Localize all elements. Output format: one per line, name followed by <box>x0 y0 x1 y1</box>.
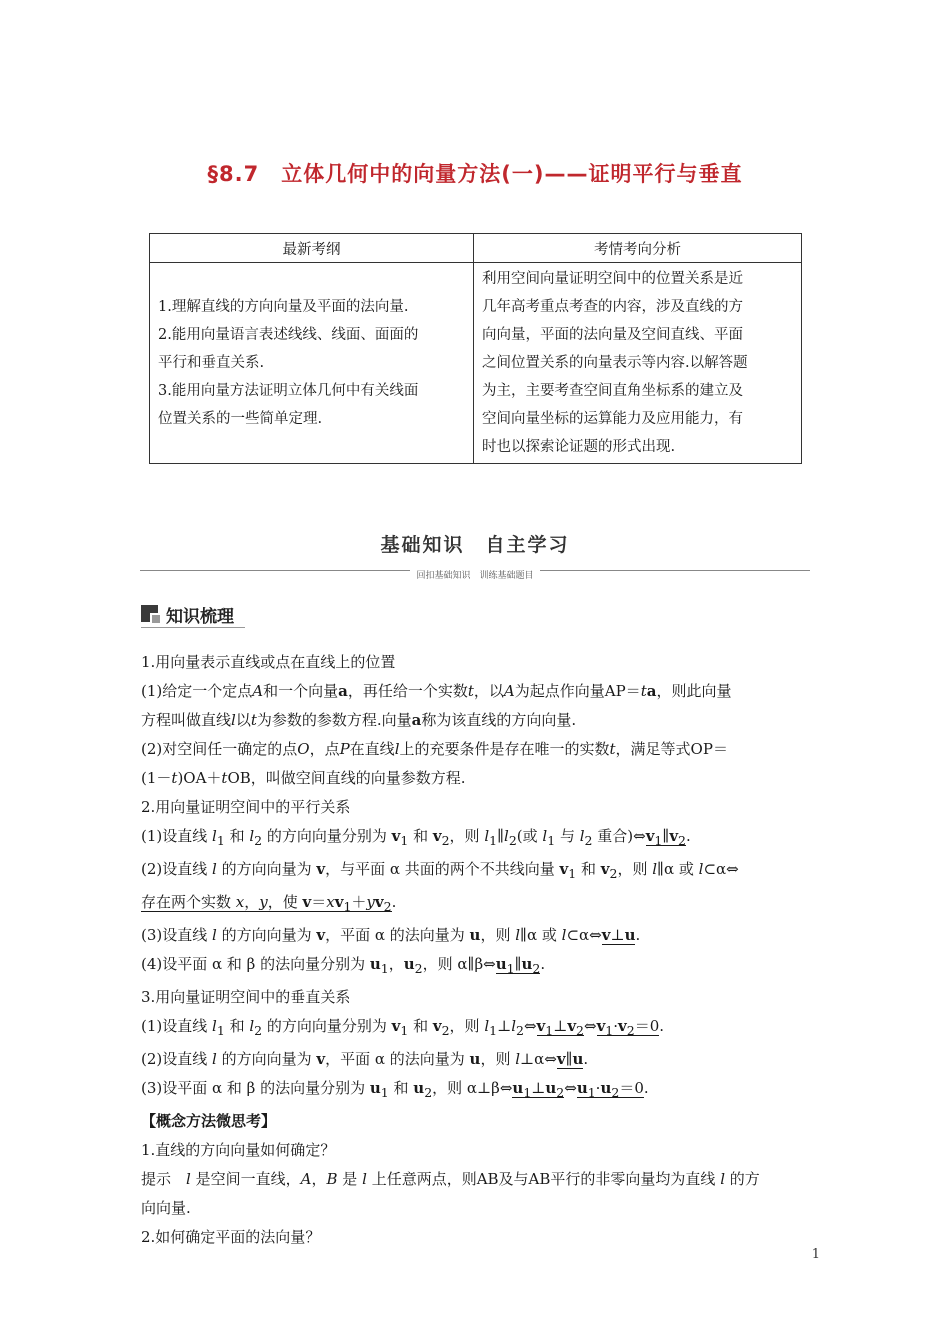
outline-right-line: 利用空间向量证明空间中的位置关系是近 <box>482 271 743 287</box>
outline-right-line: 几年高考重点考查的内容，涉及直线的方 <box>482 299 743 315</box>
outline-right-line: 之间位置关系的向量表示等内容.以解答题 <box>482 355 748 371</box>
para-2-line-2: (1－t)OA＋tOB，叫做空间直线的向量参数方程. <box>141 769 466 787</box>
heading-2: 2.用向量证明空间中的平行关系 <box>141 798 351 816</box>
outline-right-cell <box>474 263 802 464</box>
outline-left-line: 位置关系的一些简单定理. <box>158 411 323 427</box>
para-2-line-1: (2)对空间任一确定的点O，点P在直线l上的充要条件是存在唯一的实数t，满足等式OP＝ <box>141 740 728 758</box>
outline-left-line: 1.理解直线的方向向量及平面的法向量. <box>158 299 409 315</box>
section-title: 基础知识 自主学习 <box>380 534 570 556</box>
outline-table <box>149 233 802 464</box>
section-header <box>140 530 810 581</box>
para-1-line-2: 方程叫做直线l以t为参数的参数方程.向量a称为该直线的方向向量. <box>141 711 577 729</box>
section-divider <box>140 563 810 581</box>
answer-1-line-1: 提示 l 是空间一直线，A，B 是 l 上任意两点，则AB及与AB平行的非零向量均为直线 l 的方 <box>141 1170 760 1188</box>
parallel-rule-2a: (2)设直线 l 的方向向量为 v，与平面 α 共面的两个不共线向量 $v_1$ 和 $v_2$，则 l∥α 或 l⊂α⇔ <box>141 860 739 881</box>
outline-header-left: 最新考纲 <box>150 234 474 263</box>
outline-header-right: 考情考向分析 <box>474 234 802 263</box>
question-1: 1.直线的方向向量如何确定？ <box>141 1141 336 1159</box>
knowledge-badge-label: 知识梳理 <box>166 607 234 627</box>
outline-right-line: 为主，主要考查空间直角坐标系的建立及 <box>482 383 743 399</box>
outline-left-line: 2.能用向量语言表述线线、线面、面面的 <box>158 327 419 343</box>
outline-right-line: 空间向量坐标的运算能力及应用能力，有 <box>482 411 743 427</box>
question-2: 2.如何确定平面的法向量？ <box>141 1228 321 1246</box>
outline-left-line: 平行和垂直关系. <box>158 355 265 371</box>
perp-rule-1: (1)设直线 $l_1$ 和 $l_2$ 的方向向量分别为 $v_1$ 和 $v_2$，则 $l_1\perp l_2\Leftrightarrow v_1\perp v_2\Leftrightarrow v_1\cdot v_2=0$. <box>141 1017 665 1038</box>
concept-heading: 【概念方法微思考】 <box>141 1112 277 1130</box>
heading-1: 1.用向量表示直线或点在直线上的位置 <box>141 653 396 671</box>
parallel-rule-2b: 存在两个实数 x，y，使 $v=xv_1+yv_2$. <box>141 893 397 914</box>
heading-3: 3.用向量证明空间中的垂直关系 <box>141 988 351 1006</box>
para-1-line-1: (1)给定一个定点A和一个向量a，再任给一个实数t，以A为起点作向量AP＝ta，则此向量 <box>141 682 732 700</box>
page-number: 1 <box>811 1247 820 1262</box>
parallel-rule-3: (3)设直线 l 的方向向量为 v，平面 α 的法向量为 u，则 l∥α 或 l⊂α⇔v⊥u. <box>141 926 641 944</box>
parallel-rule-4: (4)设平面 α 和 β 的法向量分别为 $u_1$，$u_2$，则 $\alpha\parallel\beta\Leftrightarrow u_1\parallel u_2$. <box>141 955 546 976</box>
parallel-rule-1: (1)设直线 $l_1$ 和 $l_2$ 的方向向量分别为 $v_1$ 和 $v_2$，则 $l_1\parallel l_2$(或 $l_1$ 与 $l_2$ 重合)$\Leftrightarrow v_1\parallel v_2$. <box>141 827 691 848</box>
outline-right-line: 向向量，平面的法向量及空间直线、平面 <box>482 327 743 343</box>
page-title: §8.7 立体几何中的向量方法(一)——证明平行与垂直 <box>207 162 743 186</box>
outline-left-cell <box>150 263 474 464</box>
content-body <box>141 648 816 1252</box>
answer-1-line-2: 向向量. <box>141 1199 191 1217</box>
outline-left-line: 3.能用向量方法证明立体几何中有关线面 <box>158 383 419 399</box>
perp-rule-2: (2)设直线 l 的方向向量为 v，平面 α 的法向量为 u，则 l⊥α⇔v∥u. <box>141 1050 589 1068</box>
knowledge-badge <box>141 602 245 628</box>
outline-right-line: 时也以探索论证题的形式出现. <box>482 439 676 455</box>
perp-rule-3: (3)设平面 α 和 β 的法向量分别为 $u_1$ 和 $u_2$，则 $\alpha\perp\beta\Leftrightarrow u_1\perp u_2\Leftrightarrow u_1\cdot u_2=0$. <box>141 1079 649 1100</box>
section-subtitle: 回扣基础知识 训练基础题目 <box>410 568 539 581</box>
